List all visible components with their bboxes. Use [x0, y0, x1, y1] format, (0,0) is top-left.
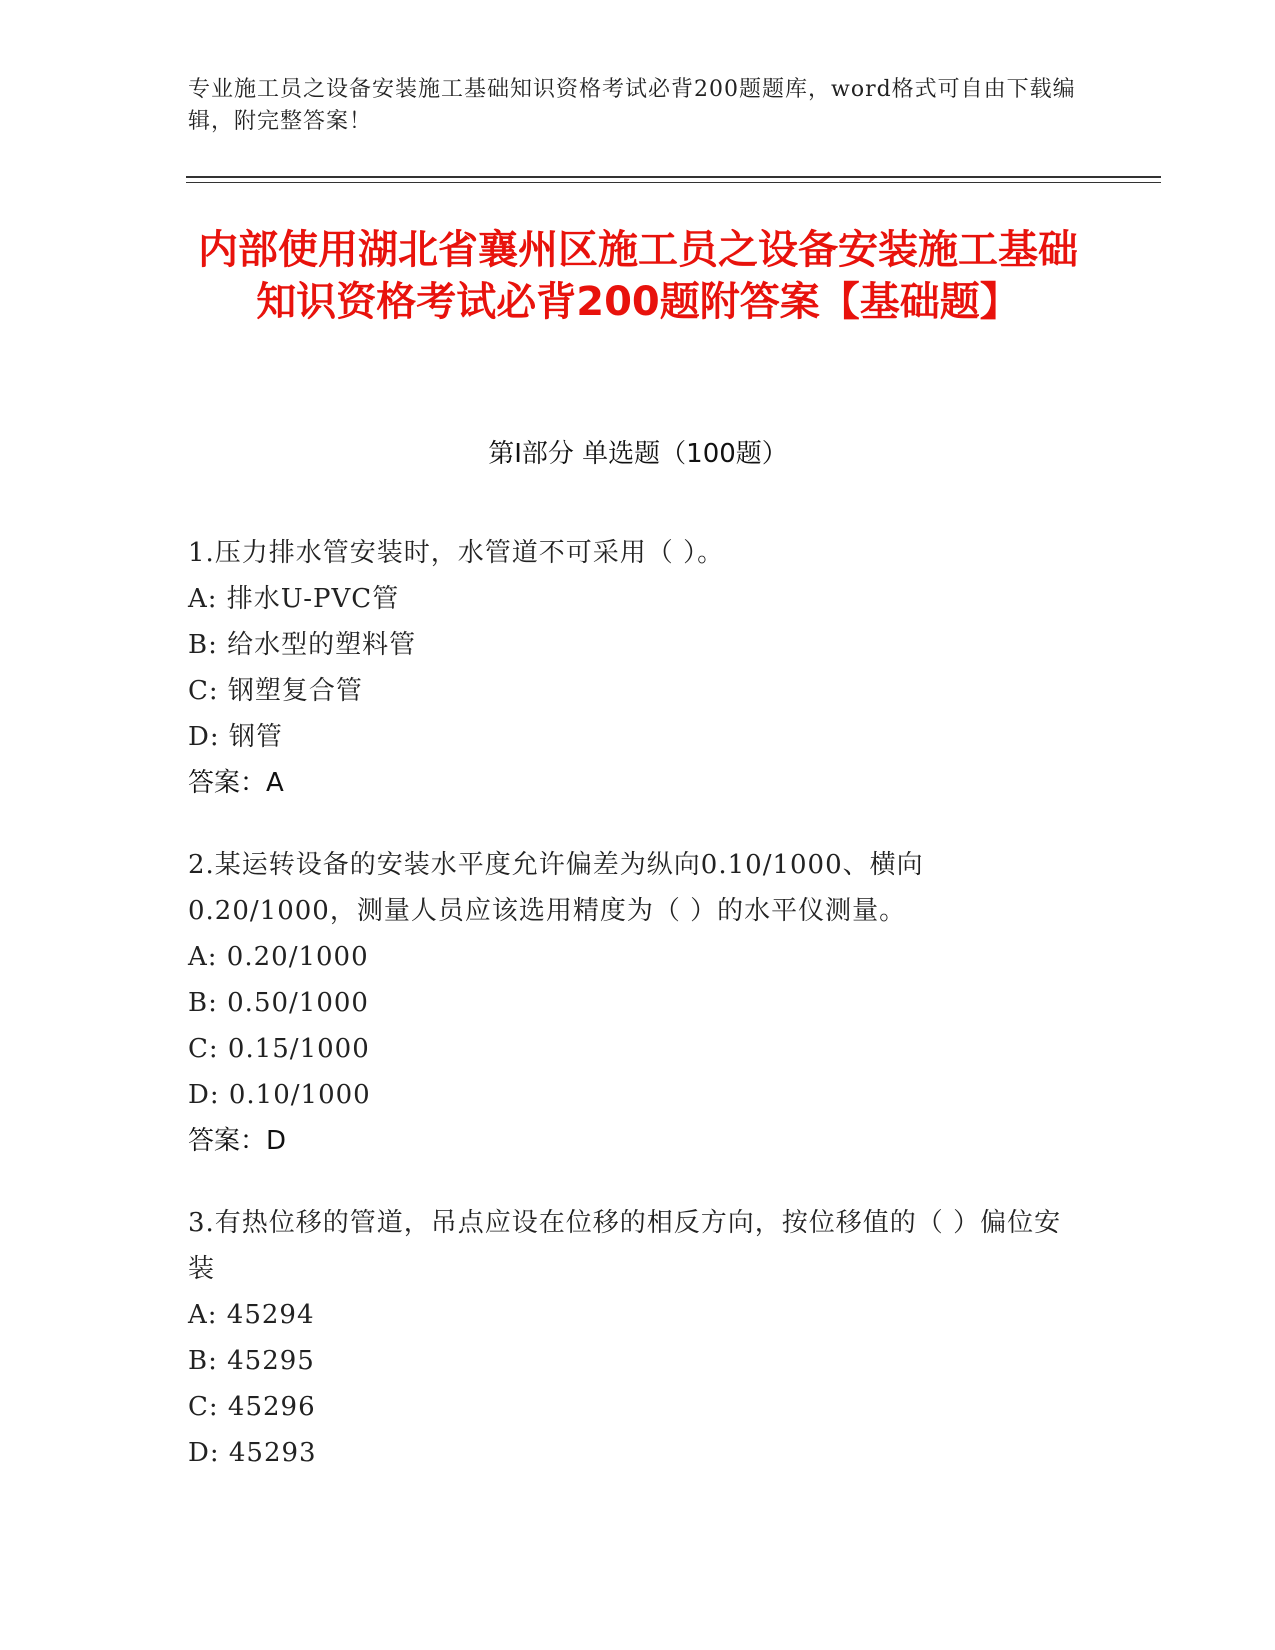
- option-a: A: 排水U-PVC管: [188, 584, 400, 614]
- header-divider-thick: [186, 176, 1161, 178]
- option-b: B: 0.50/1000: [188, 988, 369, 1018]
- option-b: B: 45295: [188, 1346, 315, 1376]
- question-stem: 2.某运转设备的安装水平度允许偏差为纵向0.10/1000、横向0.20/1000，测量人员应该选用精度为（ ）的水平仪测量。: [188, 850, 924, 926]
- option-d: D: 0.10/1000: [188, 1080, 371, 1110]
- header-note: 专业施工员之设备安装施工基础知识资格考试必背200题题库，word格式可自由下载编辑，附完整答案！: [188, 77, 1076, 134]
- question-list: [188, 530, 1088, 1512]
- question-3: [188, 1200, 1088, 1476]
- option-b: B: 给水型的塑料管: [188, 630, 417, 660]
- answer: 答案：D: [188, 1126, 287, 1156]
- option-c: C: 0.15/1000: [188, 1034, 370, 1064]
- option-c: C: 钢塑复合管: [188, 676, 363, 706]
- option-d: D: 45293: [188, 1438, 317, 1468]
- section-title: 第I部分 单选题（100题）: [488, 439, 788, 469]
- option-d: D: 钢管: [188, 722, 283, 752]
- question-1: [188, 530, 1088, 806]
- question-stem: 3.有热位移的管道，吊点应设在位移的相反方向，按位移值的（ ）偏位安装: [188, 1208, 1062, 1284]
- header-divider-thin: [186, 182, 1161, 183]
- option-c: C: 45296: [188, 1392, 316, 1422]
- question-stem: 1.压力排水管安装时，水管道不可采用（ ）。: [188, 538, 725, 568]
- question-2: [188, 842, 1088, 1164]
- document-title: 内部使用湖北省襄州区施工员之设备安装施工基础知识资格考试必背200题附答案【基础题】: [198, 227, 1078, 325]
- option-a: A: 0.20/1000: [188, 942, 369, 972]
- option-a: A: 45294: [188, 1300, 315, 1330]
- answer: 答案：A: [188, 768, 284, 798]
